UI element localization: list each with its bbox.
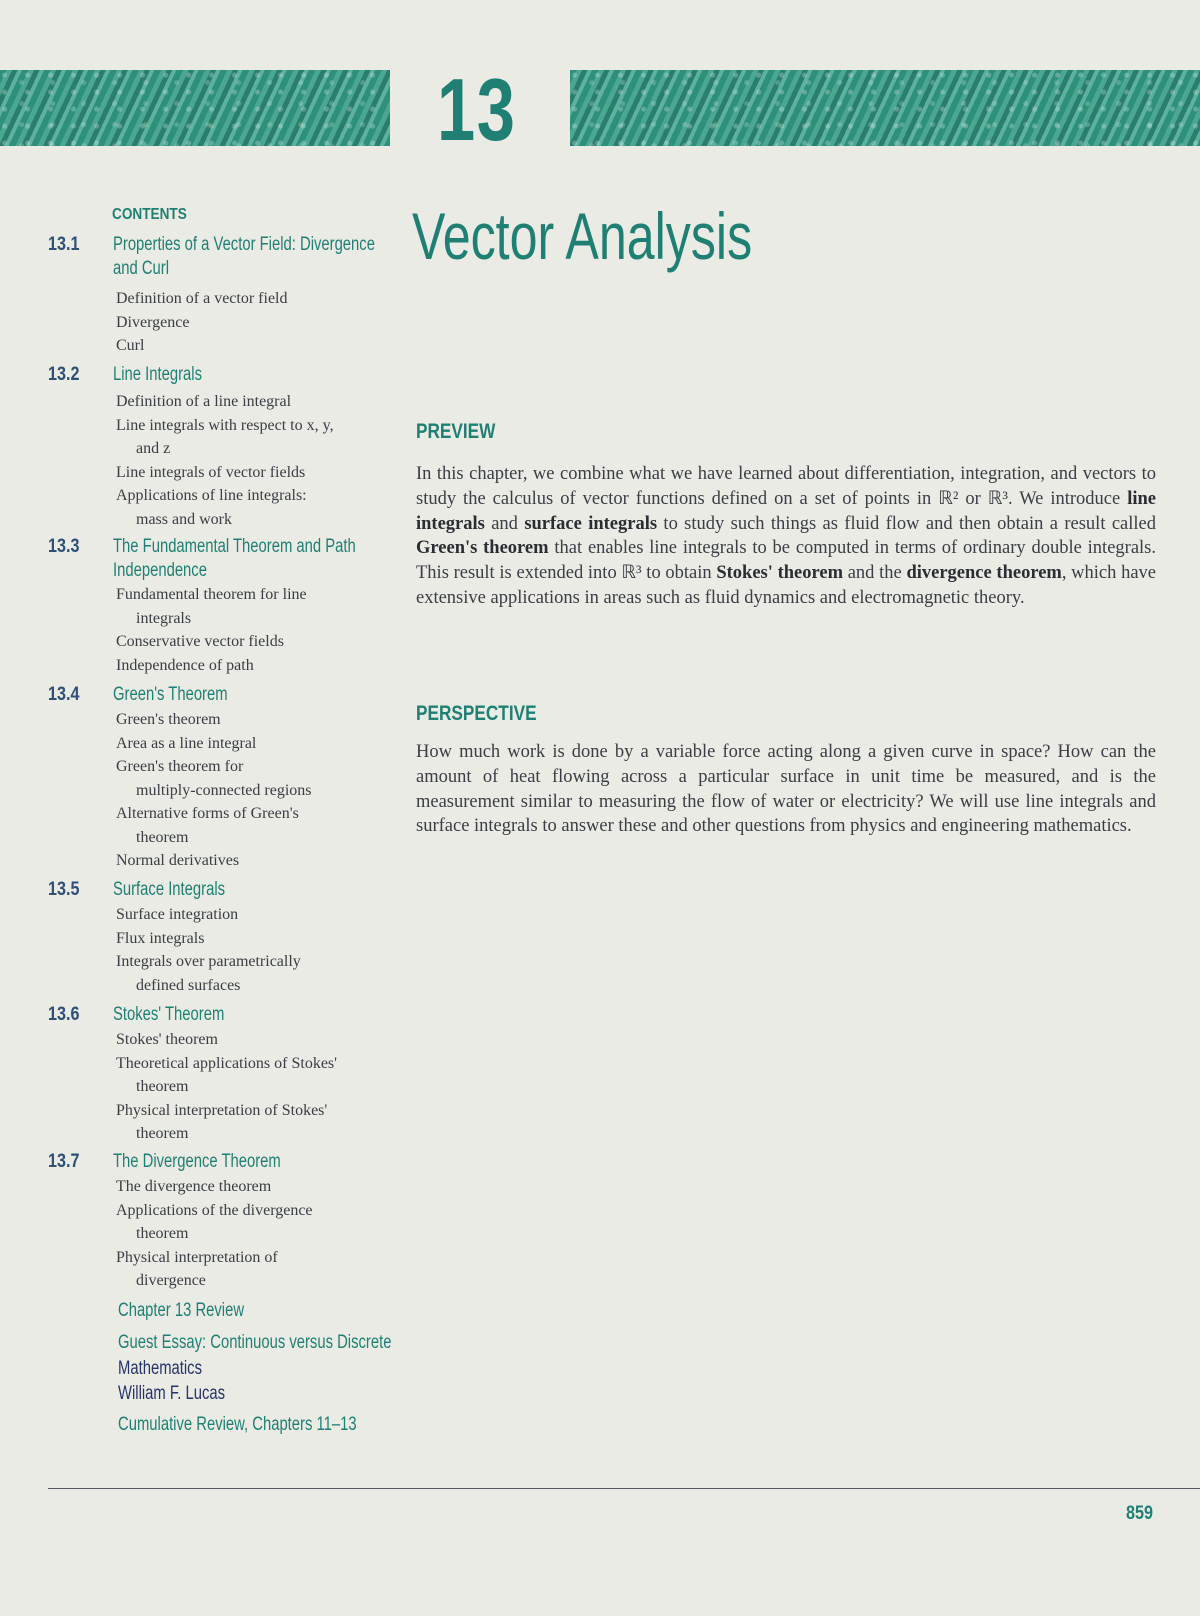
toc-subitem: Definition of a vector field xyxy=(116,290,288,307)
toc-subitems-13-1 xyxy=(116,287,376,358)
section-number: 13.6 xyxy=(48,1004,80,1025)
toc-subitem: integrals xyxy=(136,609,192,627)
toc-subitem: divergence xyxy=(136,1272,206,1289)
perspective-paragraph: How much work is done by a variable force acting along a given curve in space? How can the amount of heat flowing across a particular surface in unit time be measured, and is the measurement similar to measuring the flow of water or electricity? We will use line integrals and surface integrals to answer these and other questions from physics and engineering mathematics. xyxy=(416,742,1156,837)
toc-subitem: Line integrals with respect to x, y, xyxy=(116,416,334,434)
section-title: The Fundamental Theorem and Path Independence xyxy=(113,536,356,581)
toc-subitem: Physical interpretation of xyxy=(116,1248,278,1266)
term-stokes-theorem: Stokes' theorem xyxy=(716,563,844,584)
chapter-title: Vector Analysis xyxy=(412,199,753,273)
toc-subitem: and z xyxy=(136,440,171,457)
toc-subitems-13-6 xyxy=(116,1028,376,1146)
perspective-heading: PERSPECTIVE xyxy=(416,702,537,725)
toc-subitem: Applications of line integrals: xyxy=(116,487,307,504)
toc-subitem: theorem xyxy=(136,1225,189,1242)
section-number: 13.1 xyxy=(48,234,80,255)
toc-subitem: Stokes' theorem xyxy=(116,1031,218,1048)
section-number: 13.2 xyxy=(48,364,80,385)
toc-subitem: theorem xyxy=(136,828,189,846)
term-line-integrals: line integrals xyxy=(416,488,1156,534)
toc-subitem: Line integrals of vector fields xyxy=(116,463,306,481)
toc-subitem: Normal derivatives xyxy=(116,852,240,869)
toc-subitem: Independence of path xyxy=(116,656,254,674)
toc-subitem: theorem xyxy=(136,1125,189,1142)
toc-chapter-review[interactable]: Chapter 13 Review xyxy=(118,1300,245,1321)
toc-guest-essay-author: William F. Lucas xyxy=(118,1383,226,1404)
header-band-left xyxy=(0,70,390,146)
section-number: 13.3 xyxy=(48,536,80,557)
toc-subitem: Fundamental theorem for line xyxy=(116,586,307,603)
section-title: Stokes' Theorem xyxy=(113,1004,225,1025)
toc-subitem: mass and work xyxy=(136,510,232,528)
section-title: Surface Integrals xyxy=(113,879,226,900)
section-title: Properties of a Vector Field: Divergence and Curl xyxy=(113,234,375,279)
toc-subitem: Flux integrals xyxy=(116,929,205,947)
toc-subitem: Divergence xyxy=(116,313,190,331)
section-number: 13.5 xyxy=(48,879,80,900)
term-greens-theorem: Green's theorem xyxy=(416,538,549,559)
toc-subitem: Definition of a line integral xyxy=(116,393,292,410)
toc-subitem: theorem xyxy=(136,1078,189,1095)
contents-heading: CONTENTS xyxy=(112,206,187,223)
toc-subitem: Conservative vector fields xyxy=(116,633,284,650)
toc-subitem: Area as a line integral xyxy=(116,734,257,752)
toc-subitem: Alternative forms of Green's xyxy=(116,805,299,822)
chapter-number: 13 xyxy=(437,60,517,159)
toc-guest-essay-line2[interactable]: Mathematics xyxy=(118,1358,203,1379)
page-number: 859 xyxy=(1126,1503,1153,1524)
section-title: Line Integrals xyxy=(113,364,202,385)
toc-subitem: Curl xyxy=(116,337,145,354)
toc-subitem: defined surfaces xyxy=(136,976,241,994)
section-number: 13.7 xyxy=(48,1151,80,1172)
section-number: 13.4 xyxy=(48,684,80,705)
toc-subitem: multiply-connected regions xyxy=(136,781,312,799)
toc-subitems-13-2 xyxy=(116,390,376,531)
header-band-right xyxy=(570,70,1200,146)
toc-subitems-13-3 xyxy=(116,583,376,677)
toc-cumulative-review[interactable]: Cumulative Review, Chapters 11–13 xyxy=(118,1414,357,1435)
toc-subitem: Green's theorem for xyxy=(116,758,244,775)
toc-subitem: Integrals over parametrically xyxy=(116,953,301,970)
section-title: Green's Theorem xyxy=(113,684,228,705)
toc-subitem: Physical interpretation of Stokes' xyxy=(116,1101,328,1119)
toc-subitem: Theoretical applications of Stokes' xyxy=(116,1054,338,1072)
toc-subitems-13-5 xyxy=(116,903,376,997)
section-title: The Divergence Theorem xyxy=(113,1151,281,1172)
footer-rule xyxy=(48,1488,1200,1489)
term-divergence-theorem: divergence theorem xyxy=(906,563,1062,584)
toc-subitems-13-7 xyxy=(116,1175,376,1293)
toc-guest-essay-line1[interactable]: Guest Essay: Continuous versus Discrete xyxy=(118,1332,392,1353)
preview-heading: PREVIEW xyxy=(416,420,496,443)
toc-subitem: Surface integration xyxy=(116,906,239,923)
toc-subitem: Green's theorem xyxy=(116,711,221,728)
preview-paragraph: In this chapter, we combine what we have learned about differentiation, integration, and vectors to study the calculus of vector functions defined on a set of points in ℝ² or ℝ³. We introduce line integrals and surface integrals to study such things as fluid flow and then obtain a result called Green's theorem that enables line integrals to be computed in terms of ordinary double integrals. This result is extended into ℝ³ to obtain Stokes' theorem and the divergence theorem, which have extensive applications in areas such as fluid dynamics and electromagnetic theory. xyxy=(416,464,1157,608)
toc-subitem: The divergence theorem xyxy=(116,1178,272,1195)
toc-subitem: Applications of the divergence xyxy=(116,1201,313,1219)
term-surface-integrals: surface integrals xyxy=(524,513,658,534)
toc-subitems-13-4 xyxy=(116,708,376,873)
